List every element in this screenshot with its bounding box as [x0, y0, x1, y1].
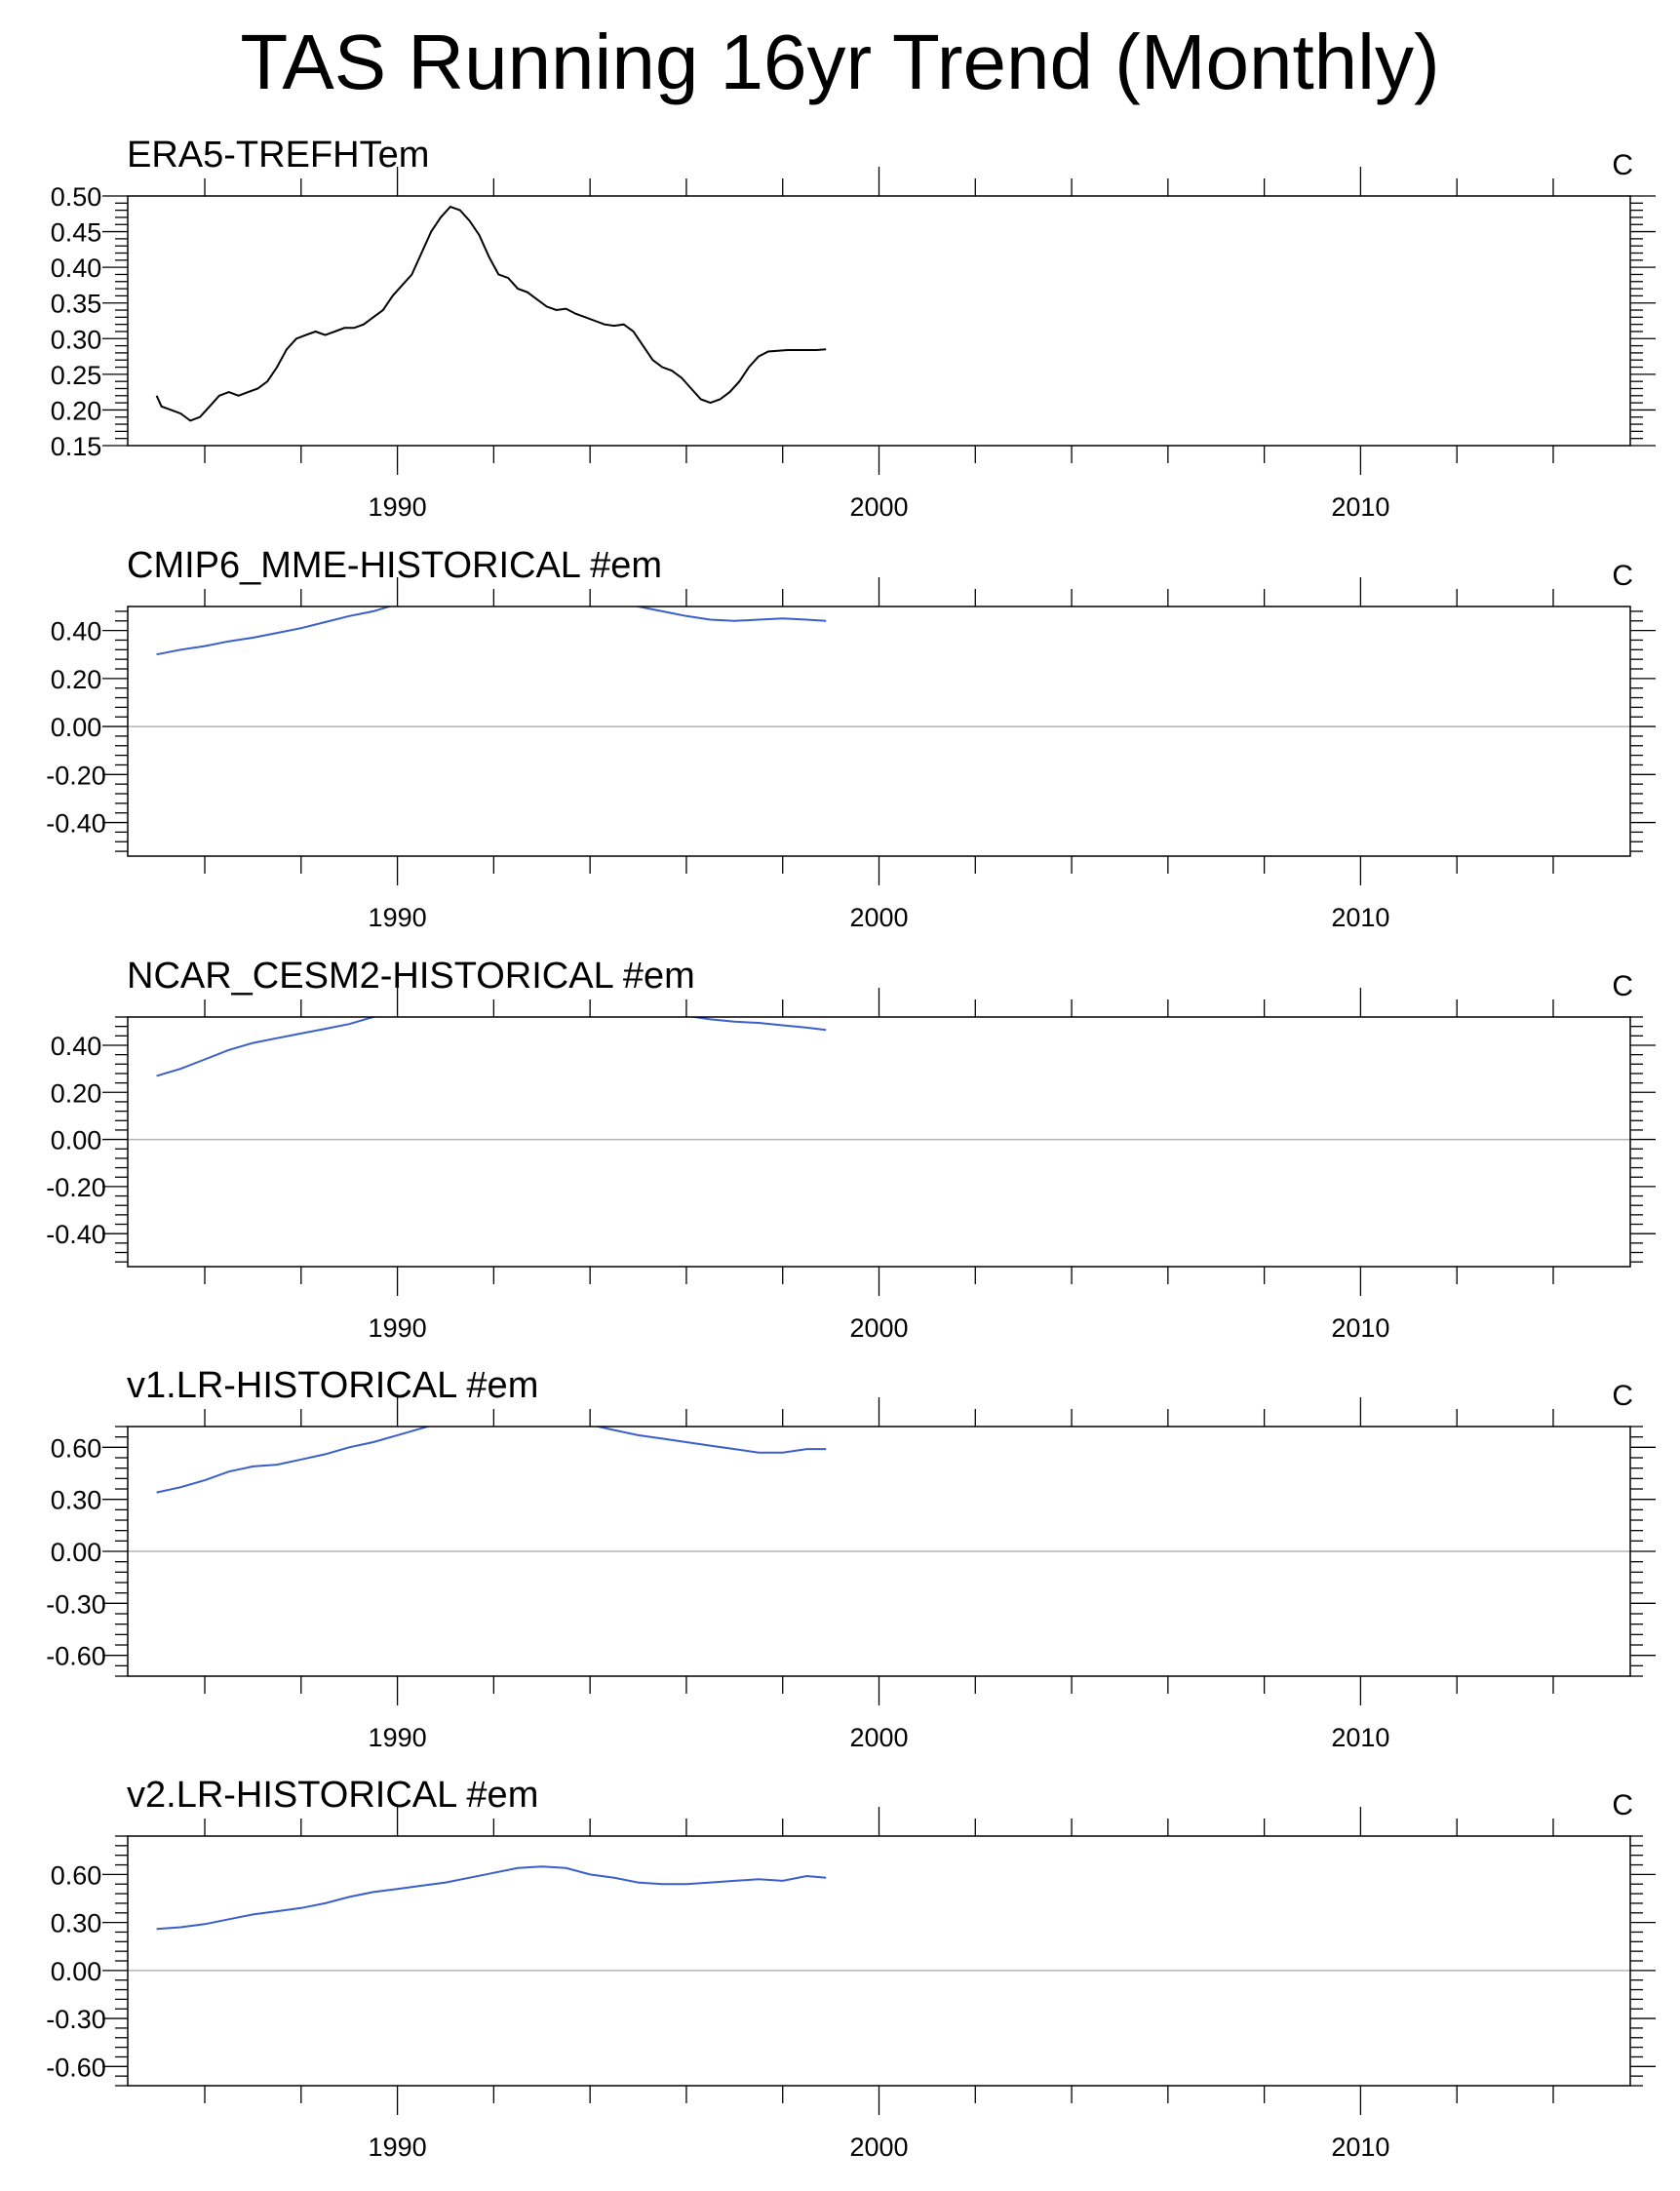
panel-unit-label: C	[1612, 1789, 1633, 1821]
y-tick-label: -0.20	[46, 1172, 106, 1202]
y-tick-label: 0.35	[50, 289, 102, 319]
panel-unit-label: C	[1612, 149, 1633, 181]
y-tick-label: -0.40	[46, 1220, 106, 1250]
x-tick-label: 2010	[1331, 903, 1390, 932]
panel-left-title: v1.LR-HISTORICAL #em	[127, 1365, 539, 1406]
y-tick-label: -0.20	[46, 761, 106, 791]
y-tick-label: 0.40	[50, 1031, 102, 1061]
panel-unit-label: C	[1612, 1380, 1633, 1412]
y-tick-label: 0.40	[50, 616, 102, 646]
panel-2	[46, 545, 1656, 932]
x-tick-label: 2010	[1331, 1723, 1390, 1752]
y-tick-label: -0.30	[46, 1589, 106, 1620]
x-tick-label: 2000	[849, 1723, 909, 1752]
y-tick-label: 0.20	[50, 396, 102, 426]
y-tick-label: 0.45	[50, 217, 102, 248]
x-tick-label: 2000	[849, 903, 909, 932]
plot-frame	[128, 1017, 1630, 1267]
series-line	[157, 994, 827, 1076]
series-line	[157, 207, 827, 420]
x-tick-label: 1990	[368, 1313, 427, 1343]
y-tick-label: 0.20	[50, 1078, 102, 1109]
y-tick-label: 0.40	[50, 254, 102, 284]
x-tick-label: 1990	[368, 2132, 427, 2162]
y-tick-label: 0.60	[50, 1860, 102, 1891]
panel-1	[51, 135, 1656, 522]
x-tick-label: 2000	[849, 2132, 909, 2162]
y-tick-label: -0.60	[46, 1641, 106, 1671]
y-tick-label: 0.20	[50, 664, 102, 694]
y-tick-label: 0.60	[50, 1433, 102, 1464]
y-tick-label: 0.00	[50, 1538, 102, 1567]
y-tick-label: 0.30	[50, 1485, 102, 1515]
y-tick-label: 0.25	[50, 360, 102, 390]
panel-5	[46, 1775, 1656, 2162]
x-tick-label: 2000	[849, 492, 909, 522]
panel-left-title: NCAR_CESM2-HISTORICAL #em	[127, 956, 695, 997]
y-tick-label: 0.00	[50, 1956, 102, 1986]
x-tick-label: 2010	[1331, 1313, 1390, 1343]
y-tick-label: -0.60	[46, 2053, 106, 2083]
y-tick-label: 0.15	[50, 432, 102, 461]
panel-3	[46, 956, 1656, 1343]
x-tick-label: 1990	[368, 1723, 427, 1752]
y-tick-label: 0.30	[50, 1908, 102, 1938]
y-tick-label: -0.30	[46, 2005, 106, 2035]
plot-frame	[128, 1836, 1630, 2086]
figure-title: TAS Running 16yr Trend (Monthly)	[240, 19, 1440, 105]
x-tick-label: 2010	[1331, 492, 1390, 522]
x-tick-label: 1990	[368, 903, 427, 932]
panel-left-title: CMIP6_MME-HISTORICAL #em	[127, 545, 662, 586]
panel-4	[46, 1365, 1656, 1752]
x-tick-label: 2000	[849, 1313, 909, 1343]
y-tick-label: 0.30	[50, 325, 102, 355]
y-tick-label: 0.00	[50, 1125, 102, 1155]
series-line	[157, 1866, 827, 1929]
series-line	[157, 587, 827, 654]
panel-unit-label: C	[1612, 970, 1633, 1002]
y-tick-label: -0.40	[46, 808, 106, 839]
y-tick-label: 0.00	[50, 713, 102, 743]
panel-left-title: v2.LR-HISTORICAL #em	[127, 1775, 539, 1816]
plot-frame	[128, 606, 1630, 856]
panel-unit-label: C	[1612, 560, 1633, 592]
x-tick-label: 2010	[1331, 2132, 1390, 2162]
y-tick-label: 0.50	[50, 182, 102, 212]
x-tick-label: 1990	[368, 492, 427, 522]
series-line	[157, 1413, 827, 1493]
panel-left-title: ERA5-TREFHTem	[127, 135, 430, 176]
plot-frame	[128, 196, 1630, 446]
